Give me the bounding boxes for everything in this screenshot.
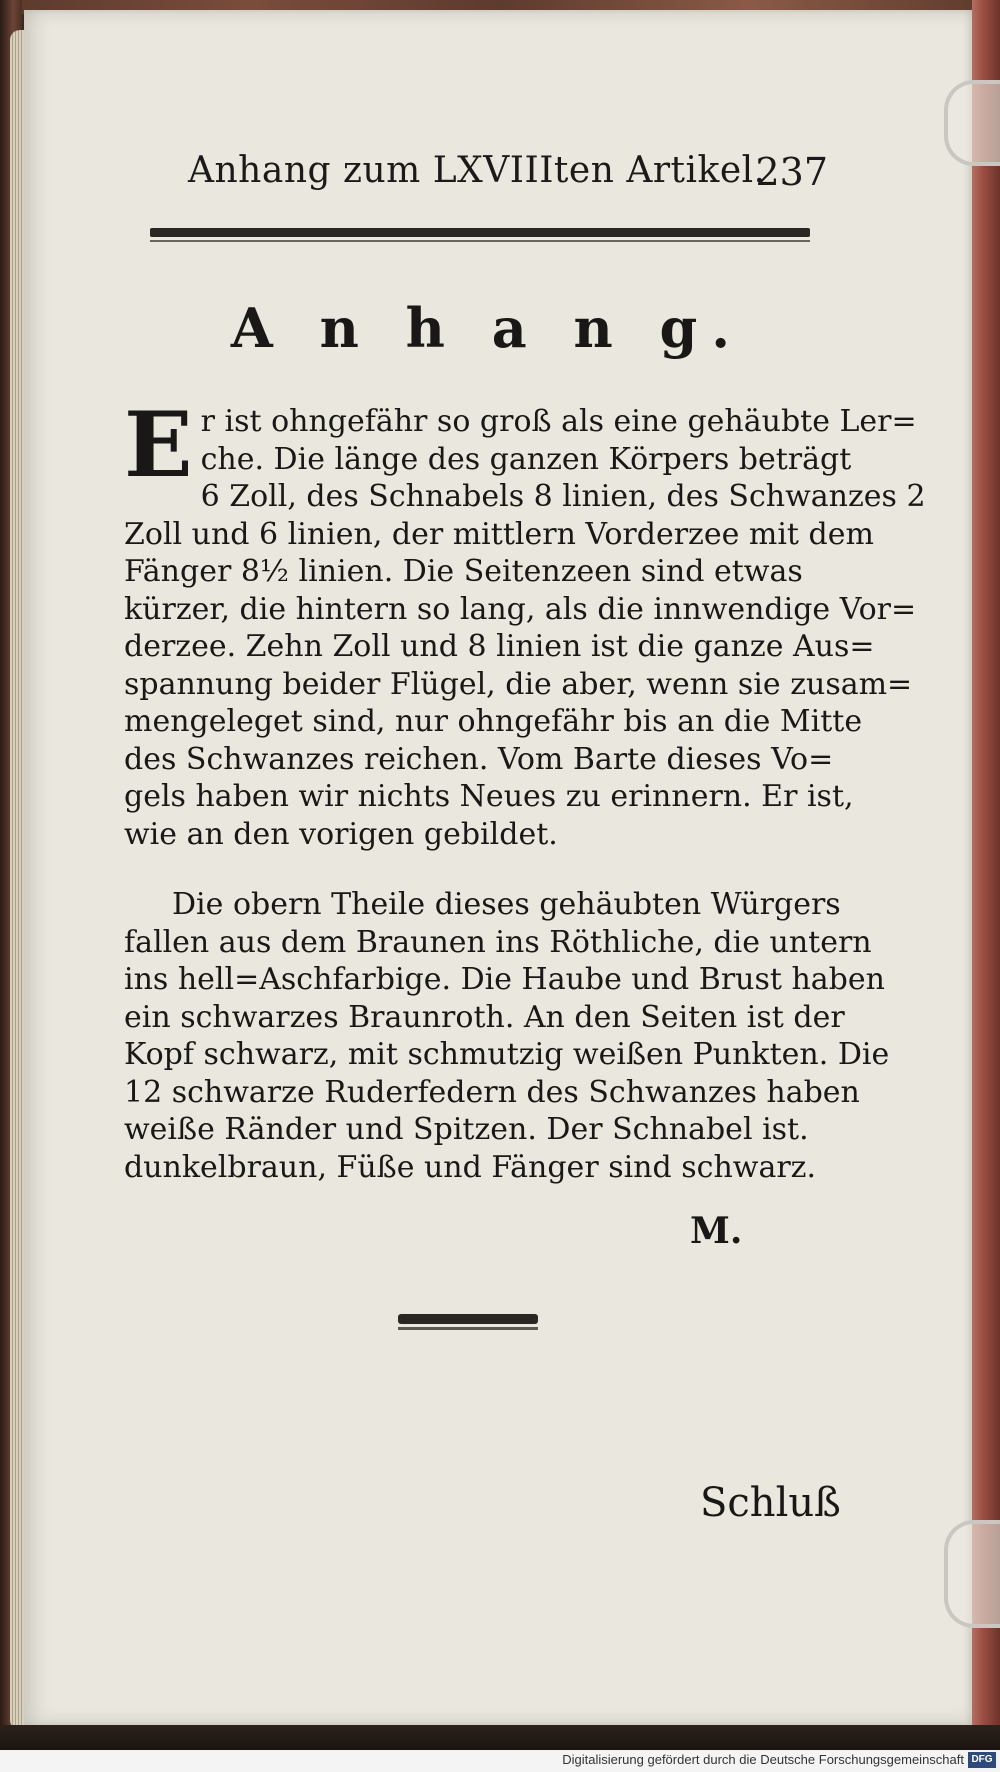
text-line: mengeleget sind, nur ohngefähr bis an die Mitte [124,704,863,739]
text-line: ein schwarzes Braunroth. An den Seiten ist der [124,999,845,1035]
text-line: kürzer, die hintern so lang, als die innwendige Vor= [124,591,917,627]
dfg-logo: DFG [968,1752,996,1768]
text-line: gels haben wir nichts Neues zu erinnern. Er ist, [124,779,854,814]
text-line: Fänger 8½ linien. Die Seitenzeen sind etwas [124,554,803,589]
text-line: spannung beider Flügel, die aber, wenn sie zusam= [124,666,913,702]
text-line: fallen aus dem Braunen ins Röthliche, die untern [124,924,872,960]
text-line: Zoll und 6 linien, der mittlern Vorderzee mit dem [124,516,874,552]
text-line: weiße Ränder und Spitzen. Der Schnabel ist. [124,1112,809,1147]
section-title: A n h a n g. [230,296,745,360]
page-number: 237 [755,150,828,194]
header-rule [150,228,810,237]
text-line: derzee. Zehn Zoll und 8 linien ist die ganze Aus= [124,629,875,664]
text-line: r ist ohngefähr so groß als eine gehäubte Ler= [200,404,917,439]
text-line: wie an den vorigen gebildet. [124,816,558,852]
scan-bottom-edge [0,1725,1000,1750]
running-header-title: Anhang zum LXVIIIten Artikel. [188,150,766,191]
drop-cap: E [124,392,193,498]
book-cover-right-edge [972,0,1000,1740]
header-rule-thin [150,240,810,242]
text-line: dunkelbraun, Füße und Fänger sind schwarz. [124,1149,817,1185]
running-header [188,150,828,200]
text-line: che. Die länge des ganzen Körpers beträgt [200,441,852,477]
page-clip-bottom [944,1520,1000,1628]
text-line: Die obern Theile dieses gehäubten Würgers [172,887,841,922]
text-line: des Schwanzes reichen. Vom Barte dieses Vo= [124,741,834,777]
author-signature: M. [690,1210,743,1252]
text-line: Kopf schwarz, mit schmutzig weißen Punkten. Die [124,1037,890,1072]
paragraph-2 [124,886,890,1186]
footer-credit: Digitalisierung gefördert durch die Deutsche Forschungsgemeinschaft [562,1752,964,1767]
text-line: 6 Zoll, des Schnabels 8 linien, des Schwanzes 2 [200,479,926,514]
text-line: 12 schwarze Ruderfedern des Schwanzes haben [124,1074,860,1110]
page-clip-top [944,80,1000,166]
end-rule [398,1314,538,1324]
book-page [24,10,972,1725]
paragraph-1 [124,392,926,853]
catchword: Schluß [700,1480,841,1526]
end-rule-thin [398,1327,538,1330]
text-line: ins hell=Aschfarbige. Die Haube und Brust haben [124,962,885,997]
